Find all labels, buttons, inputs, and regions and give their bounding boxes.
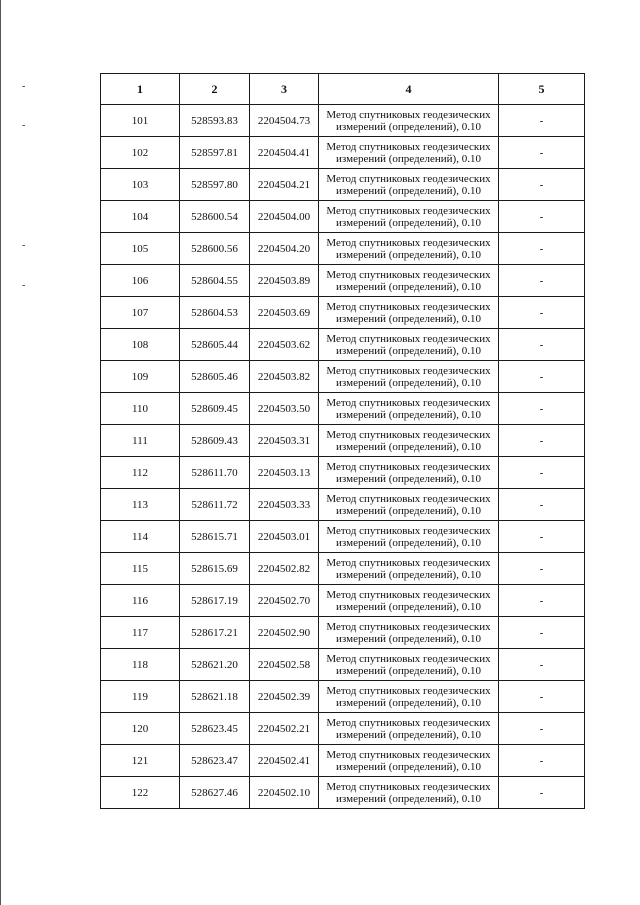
table-row <box>101 169 585 201</box>
point-number-cell: 118 <box>101 649 180 681</box>
point-number-cell: 115 <box>101 553 180 585</box>
x-coordinate-cell: 528609.45 <box>180 393 250 425</box>
method-cell: Метод спутниковых геодезических измерений (определений), 0.10 <box>319 457 499 489</box>
table-row <box>101 457 585 489</box>
table-row <box>101 201 585 233</box>
point-number-cell: 117 <box>101 617 180 649</box>
y-coordinate-cell: 2204503.31 <box>250 425 319 457</box>
x-coordinate-cell: 528615.71 <box>180 521 250 553</box>
method-cell: Метод спутниковых геодезических измерений (определений), 0.10 <box>319 169 499 201</box>
table-row <box>101 681 585 713</box>
table-row <box>101 425 585 457</box>
table-row <box>101 585 585 617</box>
table-row <box>101 265 585 297</box>
table-row <box>101 777 585 809</box>
note-cell: - <box>499 681 585 713</box>
point-number-cell: 107 <box>101 297 180 329</box>
note-cell: - <box>499 521 585 553</box>
note-cell: - <box>499 649 585 681</box>
x-coordinate-cell: 528605.44 <box>180 329 250 361</box>
table-row <box>101 745 585 777</box>
point-number-cell: 116 <box>101 585 180 617</box>
point-number-cell: 109 <box>101 361 180 393</box>
point-number-cell: 113 <box>101 489 180 521</box>
header-col-5: 5 <box>499 74 585 105</box>
note-cell: - <box>499 265 585 297</box>
y-coordinate-cell: 2204503.01 <box>250 521 319 553</box>
method-cell: Метод спутниковых геодезических измерений (определений), 0.10 <box>319 265 499 297</box>
point-number-cell: 111 <box>101 425 180 457</box>
method-cell: Метод спутниковых геодезических измерений (определений), 0.10 <box>319 233 499 265</box>
y-coordinate-cell: 2204503.33 <box>250 489 319 521</box>
x-coordinate-cell: 528617.19 <box>180 585 250 617</box>
y-coordinate-cell: 2204502.39 <box>250 681 319 713</box>
method-cell: Метод спутниковых геодезических измерений (определений), 0.10 <box>319 361 499 393</box>
y-coordinate-cell: 2204504.20 <box>250 233 319 265</box>
point-number-cell: 103 <box>101 169 180 201</box>
note-cell: - <box>499 361 585 393</box>
method-cell: Метод спутниковых геодезических измерений (определений), 0.10 <box>319 329 499 361</box>
table-row <box>101 329 585 361</box>
note-cell: - <box>499 425 585 457</box>
margin-mark: - <box>22 120 26 131</box>
y-coordinate-cell: 2204503.62 <box>250 329 319 361</box>
margin-mark: - <box>22 280 26 291</box>
note-cell: - <box>499 201 585 233</box>
x-coordinate-cell: 528615.69 <box>180 553 250 585</box>
table-row <box>101 361 585 393</box>
y-coordinate-cell: 2204503.82 <box>250 361 319 393</box>
point-number-cell: 121 <box>101 745 180 777</box>
y-coordinate-cell: 2204503.69 <box>250 297 319 329</box>
header-col-2: 2 <box>180 74 250 105</box>
y-coordinate-cell: 2204502.58 <box>250 649 319 681</box>
table-row <box>101 521 585 553</box>
y-coordinate-cell: 2204502.90 <box>250 617 319 649</box>
note-cell: - <box>499 105 585 137</box>
y-coordinate-cell: 2204502.82 <box>250 553 319 585</box>
point-number-cell: 112 <box>101 457 180 489</box>
note-cell: - <box>499 553 585 585</box>
x-coordinate-cell: 528611.72 <box>180 489 250 521</box>
x-coordinate-cell: 528617.21 <box>180 617 250 649</box>
y-coordinate-cell: 2204503.13 <box>250 457 319 489</box>
page-edge <box>0 0 1 905</box>
y-coordinate-cell: 2204502.10 <box>250 777 319 809</box>
note-cell: - <box>499 585 585 617</box>
margin-mark: - <box>22 240 26 251</box>
method-cell: Метод спутниковых геодезических измерений (определений), 0.10 <box>319 681 499 713</box>
method-cell: Метод спутниковых геодезических измерений (определений), 0.10 <box>319 393 499 425</box>
note-cell: - <box>499 297 585 329</box>
y-coordinate-cell: 2204502.70 <box>250 585 319 617</box>
point-number-cell: 108 <box>101 329 180 361</box>
y-coordinate-cell: 2204503.50 <box>250 393 319 425</box>
y-coordinate-cell: 2204502.41 <box>250 745 319 777</box>
table-header-row <box>101 74 585 105</box>
header-col-3: 3 <box>250 74 319 105</box>
y-coordinate-cell: 2204504.41 <box>250 137 319 169</box>
method-cell: Метод спутниковых геодезических измерений (определений), 0.10 <box>319 585 499 617</box>
point-number-cell: 104 <box>101 201 180 233</box>
note-cell: - <box>499 489 585 521</box>
table-row <box>101 649 585 681</box>
point-number-cell: 106 <box>101 265 180 297</box>
note-cell: - <box>499 329 585 361</box>
method-cell: Метод спутниковых геодезических измерений (определений), 0.10 <box>319 745 499 777</box>
note-cell: - <box>499 713 585 745</box>
note-cell: - <box>499 617 585 649</box>
method-cell: Метод спутниковых геодезических измерений (определений), 0.10 <box>319 425 499 457</box>
margin-mark: - <box>22 81 26 92</box>
header-col-4: 4 <box>319 74 499 105</box>
x-coordinate-cell: 528609.43 <box>180 425 250 457</box>
table-row <box>101 105 585 137</box>
method-cell: Метод спутниковых геодезических измерений (определений), 0.10 <box>319 713 499 745</box>
x-coordinate-cell: 528605.46 <box>180 361 250 393</box>
note-cell: - <box>499 393 585 425</box>
note-cell: - <box>499 457 585 489</box>
note-cell: - <box>499 233 585 265</box>
table-row <box>101 713 585 745</box>
note-cell: - <box>499 777 585 809</box>
point-number-cell: 120 <box>101 713 180 745</box>
table-row <box>101 137 585 169</box>
note-cell: - <box>499 137 585 169</box>
x-coordinate-cell: 528627.46 <box>180 777 250 809</box>
x-coordinate-cell: 528600.54 <box>180 201 250 233</box>
point-number-cell: 122 <box>101 777 180 809</box>
x-coordinate-cell: 528621.18 <box>180 681 250 713</box>
method-cell: Метод спутниковых геодезических измерений (определений), 0.10 <box>319 201 499 233</box>
x-coordinate-cell: 528597.80 <box>180 169 250 201</box>
x-coordinate-cell: 528604.53 <box>180 297 250 329</box>
note-cell: - <box>499 745 585 777</box>
coordinates-table <box>100 73 585 809</box>
x-coordinate-cell: 528621.20 <box>180 649 250 681</box>
x-coordinate-cell: 528604.55 <box>180 265 250 297</box>
x-coordinate-cell: 528623.47 <box>180 745 250 777</box>
y-coordinate-cell: 2204504.21 <box>250 169 319 201</box>
table-row <box>101 393 585 425</box>
point-number-cell: 114 <box>101 521 180 553</box>
y-coordinate-cell: 2204503.89 <box>250 265 319 297</box>
point-number-cell: 101 <box>101 105 180 137</box>
method-cell: Метод спутниковых геодезических измерений (определений), 0.10 <box>319 297 499 329</box>
y-coordinate-cell: 2204504.73 <box>250 105 319 137</box>
point-number-cell: 119 <box>101 681 180 713</box>
method-cell: Метод спутниковых геодезических измерений (определений), 0.10 <box>319 489 499 521</box>
method-cell: Метод спутниковых геодезических измерений (определений), 0.10 <box>319 105 499 137</box>
method-cell: Метод спутниковых геодезических измерений (определений), 0.10 <box>319 649 499 681</box>
method-cell: Метод спутниковых геодезических измерений (определений), 0.10 <box>319 617 499 649</box>
point-number-cell: 102 <box>101 137 180 169</box>
note-cell: - <box>499 169 585 201</box>
y-coordinate-cell: 2204504.00 <box>250 201 319 233</box>
x-coordinate-cell: 528623.45 <box>180 713 250 745</box>
x-coordinate-cell: 528611.70 <box>180 457 250 489</box>
table-row <box>101 553 585 585</box>
x-coordinate-cell: 528597.81 <box>180 137 250 169</box>
method-cell: Метод спутниковых геодезических измерений (определений), 0.10 <box>319 137 499 169</box>
point-number-cell: 105 <box>101 233 180 265</box>
y-coordinate-cell: 2204502.21 <box>250 713 319 745</box>
header-col-1: 1 <box>101 74 180 105</box>
method-cell: Метод спутниковых геодезических измерений (определений), 0.10 <box>319 777 499 809</box>
table-row <box>101 489 585 521</box>
method-cell: Метод спутниковых геодезических измерений (определений), 0.10 <box>319 521 499 553</box>
point-number-cell: 110 <box>101 393 180 425</box>
table-row <box>101 297 585 329</box>
method-cell: Метод спутниковых геодезических измерений (определений), 0.10 <box>319 553 499 585</box>
x-coordinate-cell: 528600.56 <box>180 233 250 265</box>
x-coordinate-cell: 528593.83 <box>180 105 250 137</box>
table-row <box>101 617 585 649</box>
table-row <box>101 233 585 265</box>
